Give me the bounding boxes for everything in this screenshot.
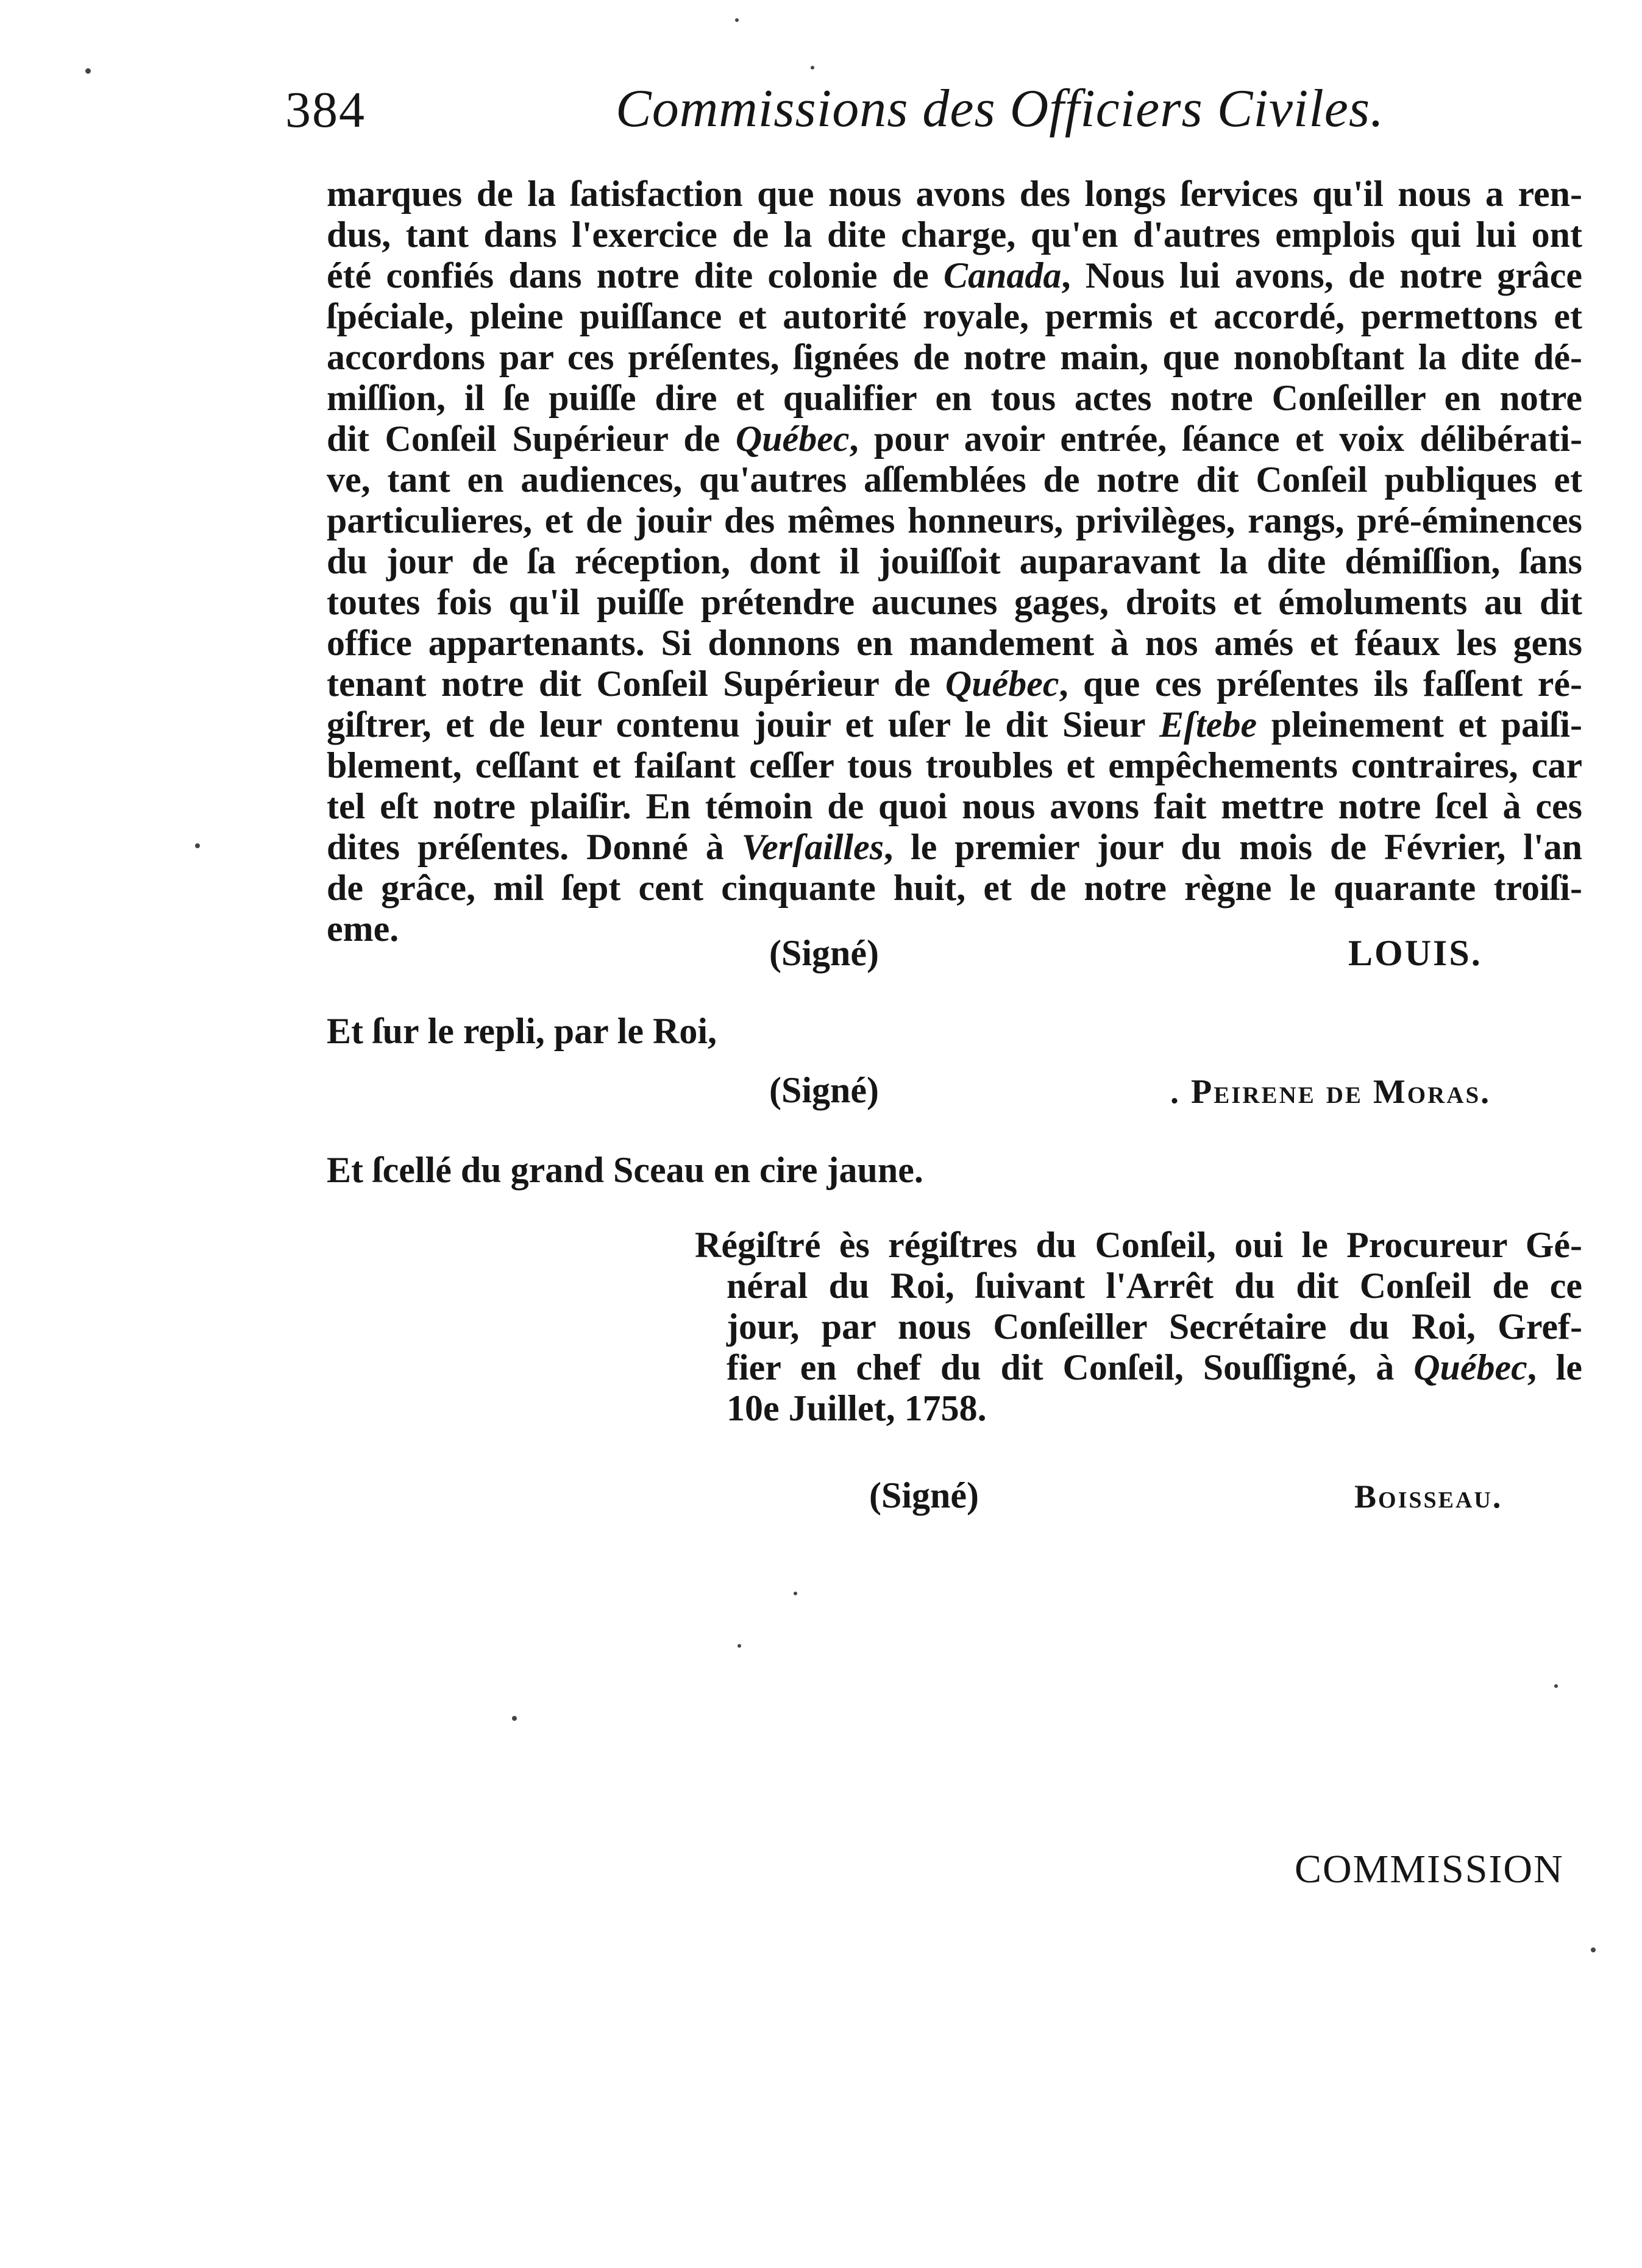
body-line: marques de la ſatisfaction que nous avons des longs ſervices qu'il nous a ren- — [327, 174, 1582, 214]
king-signature: LOUIS. — [1348, 933, 1482, 973]
paper-speck — [1554, 1684, 1558, 1688]
paper-speck — [1591, 1947, 1596, 1952]
registration-line: néral du Roi, ſuivant l'Arrêt du dit Conſeil de ce — [727, 1266, 1582, 1306]
page-number: 384 — [285, 82, 366, 138]
body-line: été confiés dans notre dite colonie de Canada, Nous lui avons, de notre grâce — [327, 255, 1582, 296]
paper-speck — [794, 1592, 797, 1595]
paper-speck — [85, 68, 91, 74]
paper-speck — [735, 18, 739, 22]
commission-body-text — [327, 174, 1582, 949]
body-line: miſſion, il ſe puiſſe dire et qualifier en tous actes notre Conſeiller en notre — [327, 378, 1582, 418]
body-line: du jour de ſa réception, dont il jouiſſoit auparavant la dite démiſſion, ſans — [327, 541, 1582, 581]
body-line: toutes fois qu'il puiſſe prétendre aucunes gages, droits et émoluments au dit — [327, 582, 1582, 622]
body-line: eme. — [327, 909, 399, 949]
body-line: blement, ceſſant et faiſant ceſſer tous troubles et empêchements contraires, car — [327, 745, 1582, 785]
signe-label: (Signé) — [869, 1475, 979, 1515]
signe-label: (Signé) — [769, 1070, 879, 1110]
seal-line: Et ſcellé du grand Sceau en cire jaune. — [327, 1150, 923, 1190]
registration-text — [695, 1225, 1582, 1429]
body-line: dit Conſeil Supérieur de Québec, pour avoir entrée, ſéance et voix délibérati- — [327, 419, 1582, 459]
body-line: giſtrer, et de leur contenu jouir et uſer le dit Sieur Eſtebe pleinement et paiſi- — [327, 704, 1582, 745]
registration-line: 10e Juillet, 1758. — [727, 1388, 987, 1428]
body-line: ſpéciale, pleine puiſſance et autorité royale, permis et accordé, permettons et — [327, 296, 1582, 336]
catchword: COMMISSION — [1295, 1847, 1564, 1891]
paper-speck — [512, 1716, 517, 1721]
body-line: particulieres, et de jouir des mêmes honneurs, privilèges, rangs, pré-éminences — [327, 500, 1582, 540]
body-line: dus, tant dans l'exercice de la dite charge, qu'en d'autres emplois qui lui ont — [327, 214, 1582, 255]
registration-line: Régiſtré ès régiſtres du Conſeil, oui le Procureur Gé- — [695, 1225, 1582, 1265]
running-title: Commissions des Officiers Civiles. — [616, 79, 1385, 138]
minister-signature: . Peirene de Moras. — [1170, 1073, 1491, 1111]
body-line: tel eſt notre plaiſir. En témoin de quoi nous avons fait mettre notre ſcel à ces — [327, 786, 1582, 826]
body-line: tenant notre dit Conſeil Supérieur de Québec, que ces préſentes ils faſſent ré- — [327, 664, 1582, 704]
registration-line: fier en chef du dit Conſeil, Souſſigné, à Québec, le — [727, 1347, 1582, 1387]
clerk-signature: Boisseau. — [1354, 1478, 1503, 1515]
paper-speck — [737, 1644, 741, 1648]
body-line: dites préſentes. Donné à Verſailles, le premier jour du mois de Février, l'an — [327, 827, 1582, 867]
repli-line: Et ſur le repli, par le Roi, — [327, 1011, 717, 1051]
body-line: de grâce, mil ſept cent cinquante huit, et de notre règne le quarante troiſi- — [327, 868, 1582, 908]
paper-speck — [195, 843, 200, 848]
registration-line: jour, par nous Conſeiller Secrétaire du Roi, Gref- — [727, 1306, 1582, 1347]
body-line: office appartenants. Si donnons en mandement à nos amés et féaux les gens — [327, 623, 1582, 663]
paper-speck — [811, 66, 814, 69]
body-line: accordons par ces préſentes, ſignées de notre main, que nonobſtant la dite dé- — [327, 337, 1582, 377]
signe-label: (Signé) — [769, 933, 879, 973]
body-line: ve, tant en audiences, qu'autres aſſemblées de notre dit Conſeil publiques et — [327, 459, 1582, 500]
